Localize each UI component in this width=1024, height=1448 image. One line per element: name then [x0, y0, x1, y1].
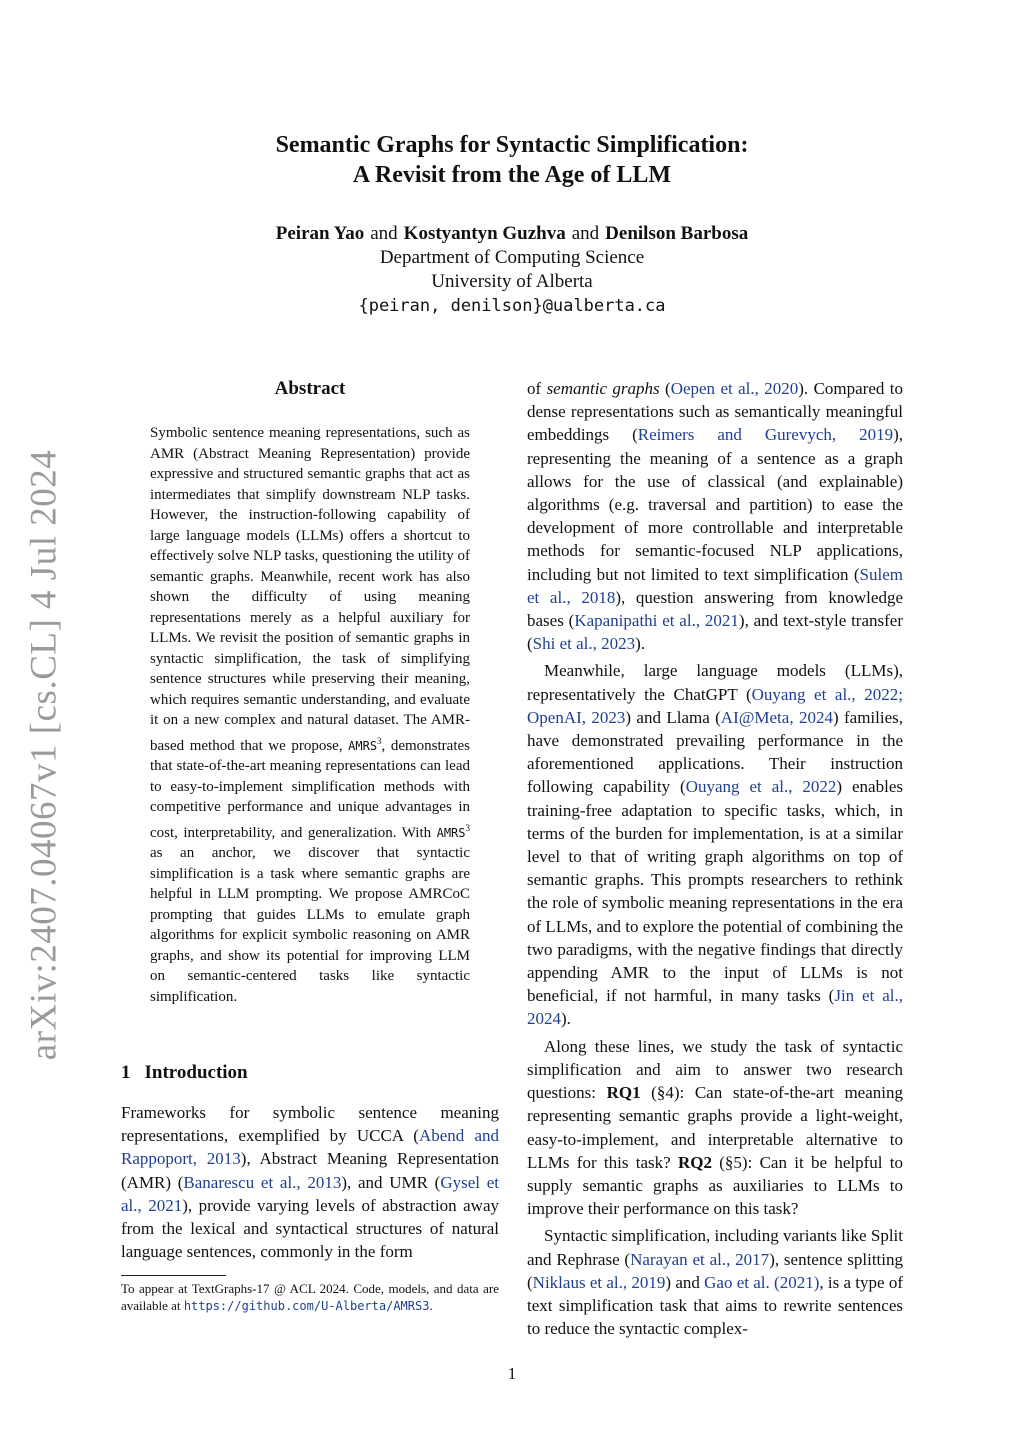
citation-link[interactable]: Ouyang et al., 2022 [685, 777, 837, 797]
paper-title [150, 130, 874, 190]
title-line-2: A Revisit from the Age of LLM [352, 162, 672, 188]
abstract-heading: Abstract [274, 378, 346, 399]
citation-link[interactable]: Abend and Rappoport, 2013 [121, 1126, 499, 1169]
github-link[interactable]: https://github.com/U-Alberta/AMRS3 [183, 1299, 430, 1313]
rq2-label: RQ2 [677, 1152, 712, 1172]
intro-text-3: ), and UMR ( [341, 1172, 441, 1192]
text-run: ), and text-style transfer ( [527, 611, 904, 654]
emphasis-text: semantic graphs [546, 379, 660, 398]
text-run: of [527, 379, 547, 398]
and-1: and [370, 223, 398, 244]
text-run: ) and [665, 1272, 705, 1292]
citation-link[interactable]: Gao et al. (2021) [704, 1272, 820, 1292]
section-number: 1 [121, 1062, 131, 1083]
author-1: Peiran Yao [275, 223, 365, 244]
footnote-end: . [429, 1298, 433, 1313]
text-run: Syntactic simplification, including variants like Split and Rephrase ( [527, 1226, 903, 1269]
text-run: Along these lines, we study the task of syntactic simplification and aim to answer two research questions: [527, 1036, 903, 1103]
rq1-label: RQ1 [606, 1083, 641, 1103]
intro-text-1: Frameworks for symbolic sentence meaning representations, exemplified by UCCA ( [121, 1103, 499, 1146]
citation-link[interactable]: Jin et al., 2024 [527, 986, 903, 1029]
arxiv-stamp [14, 449, 74, 1061]
and-2: and [571, 223, 600, 244]
citation-link[interactable]: Oepen et al., 2020 [670, 379, 799, 398]
citation-link[interactable]: Banarescu et al., 2013 [183, 1172, 342, 1192]
author-email: {peiran, denilson}@ualberta.ca [358, 296, 666, 316]
text-run: ), sentence splitting ( [527, 1249, 903, 1292]
citation-link[interactable]: Niklaus et al., 2019 [532, 1272, 666, 1292]
citation-link[interactable]: AI@Meta, 2024 [720, 707, 833, 727]
text-run: ). [635, 634, 646, 654]
text-run: (§5): Can it be helpful to supply semantic graphs as auxiliaries to LLMs to improve their performance on this task? [527, 1152, 903, 1219]
text-run: , is a type of text simplification task that aims to rewrite sentences to reduce the syntactic complex- [527, 1272, 903, 1339]
abstract-body [150, 423, 470, 1007]
text-run: ). Compared to dense representations such as semantically meaningful embeddings ( [527, 379, 903, 445]
citation-link[interactable]: Ouyang et al., 2022; OpenAI, 2023 [527, 684, 903, 727]
amrs-sup-1: 3 [377, 735, 382, 746]
citation-link[interactable]: Sulem et al., 2018 [527, 564, 903, 607]
citation-link[interactable]: Narayan et al., 2017 [630, 1249, 770, 1269]
footnote [121, 1280, 499, 1315]
author-2: Kostyantyn Guzhva [403, 223, 566, 244]
title-line-1: Semantic Graphs for Syntactic Simplification: [275, 132, 749, 158]
footnote-rule [121, 1275, 226, 1276]
amrs-name-1: AMRS [348, 738, 378, 753]
intro-left-column [121, 1101, 499, 1263]
text-run: ), representing the meaning of a sentence as a graph allows for the use of classical (and explainable) algorithms (e.g. traversal and partition) to ease the development of more controllable and interpretable methods for semantic-focused NLP applications, including but not limited to text simplification ( [527, 425, 903, 584]
text-run: Meanwhile, large language models (LLMs), representatively the ChatGPT ( [527, 661, 903, 704]
amrs-sup-2: 3 [465, 822, 470, 833]
section-heading-introduction [121, 1062, 248, 1084]
arxiv-stamp-text: arXiv:2407.04067v1 [cs.CL] 4 Jul 2024 [23, 449, 65, 1061]
citation-link[interactable]: Shi et al., 2023 [532, 634, 636, 654]
text-run: ( [659, 379, 671, 398]
author-3: Denilson Barbosa [605, 223, 749, 244]
text-run: ), question answering from knowledge bases ( [527, 587, 903, 631]
abstract-text-3: as an anchor, we discover that syntactic simplification is a task where semantic graphs are helpful in LLM prompting. We propose AMRCoC prompting that guides LLMs to emulate graph algorithms for explicit symbolic reasoning on AMR graphs, and show its potential for improving LLM on semantic-centered tasks like syntactic simplification. [150, 845, 470, 1005]
right-paragraph-1 [527, 377, 903, 655]
author-block [150, 222, 874, 318]
text-run: ) enables training-free adaptation to specific tasks, which, in terms of the burden for implementation, is at a similar level to that of writing graph algorithms on top of semantic graphs. This prompts researchers to rethink the role of symbolic meaning representations in the era of LLMs, and to explore the potential of combining the two paradigms, with the negative findings that directly appending AMR to the input of LLMs is not beneficial, if not harmful, in many tasks ( [527, 777, 903, 1006]
intro-paragraph-1 [121, 1101, 499, 1263]
intro-right-column [527, 377, 903, 1344]
page-number: 1 [507, 1364, 517, 1383]
right-paragraph-4 [527, 1224, 903, 1340]
citation-link[interactable]: Gysel et al., 2021 [121, 1172, 499, 1215]
section-title: Introduction [144, 1062, 248, 1083]
right-paragraph-2 [527, 659, 903, 1030]
text-run: ). [561, 1009, 571, 1029]
intro-text-4: ), provide varying levels of abstraction away from the lexical and syntactical structures of natural language sentences, commonly in the form [121, 1195, 499, 1262]
abstract-text-1: Symbolic sentence meaning representations, such as AMR (Abstract Meaning Representation) provide expressive and structured semantic graphs that act as intermediates that simplify downstream NLP tasks. However, the instruction-following capability of large language models (LLMs) offers a shortcut to effectively solve NLP tasks, questioning the utility of semantic graphs. Meanwhile, recent work has also shown the difficulty of using meaning representations merely as a helpful auxiliary for LLMs. We revisit the position of semantic graphs in syntactic simplification, the task of simplifying sentence structures while preserving their meaning, which requires semantic understanding, and evaluate it on a new complex and natural dataset. The AMR-based method that we propose, [150, 425, 470, 754]
text-run: ) families, have demonstrated prevailing performance in the aforementioned applications. Their instruction following capability ( [527, 707, 903, 797]
affiliation-univ: University of Alberta [431, 271, 593, 292]
text-run: ) and Llama ( [625, 707, 721, 727]
footnote-text: To appear at TextGraphs-17 @ ACL 2024. Code, models, and data are available at [121, 1281, 499, 1313]
citation-link[interactable]: Reimers and Gurevych, 2019 [637, 425, 894, 445]
author-names [150, 222, 874, 246]
intro-text-2: ), Abstract Meaning Representation (AMR) ( [121, 1149, 499, 1192]
text-run: (§4): Can state-of-the-art meaning representing semantic graphs provide a light-weight, easy-to-implement, and interpretable alternative to LLMs for this task? [527, 1083, 903, 1172]
right-paragraph-3 [527, 1035, 903, 1221]
abstract-text-2: , demonstrates that state-of-the-art meaning representations can lead to easy-to-implement simplification methods with competitive performance and unique advantages in cost, interpretability, and generalization. With [150, 737, 470, 841]
citation-link[interactable]: Kapanipathi et al., 2021 [574, 611, 739, 631]
affiliation-dept: Department of Computing Science [379, 247, 645, 268]
amrs-name-2: AMRS [436, 825, 466, 840]
